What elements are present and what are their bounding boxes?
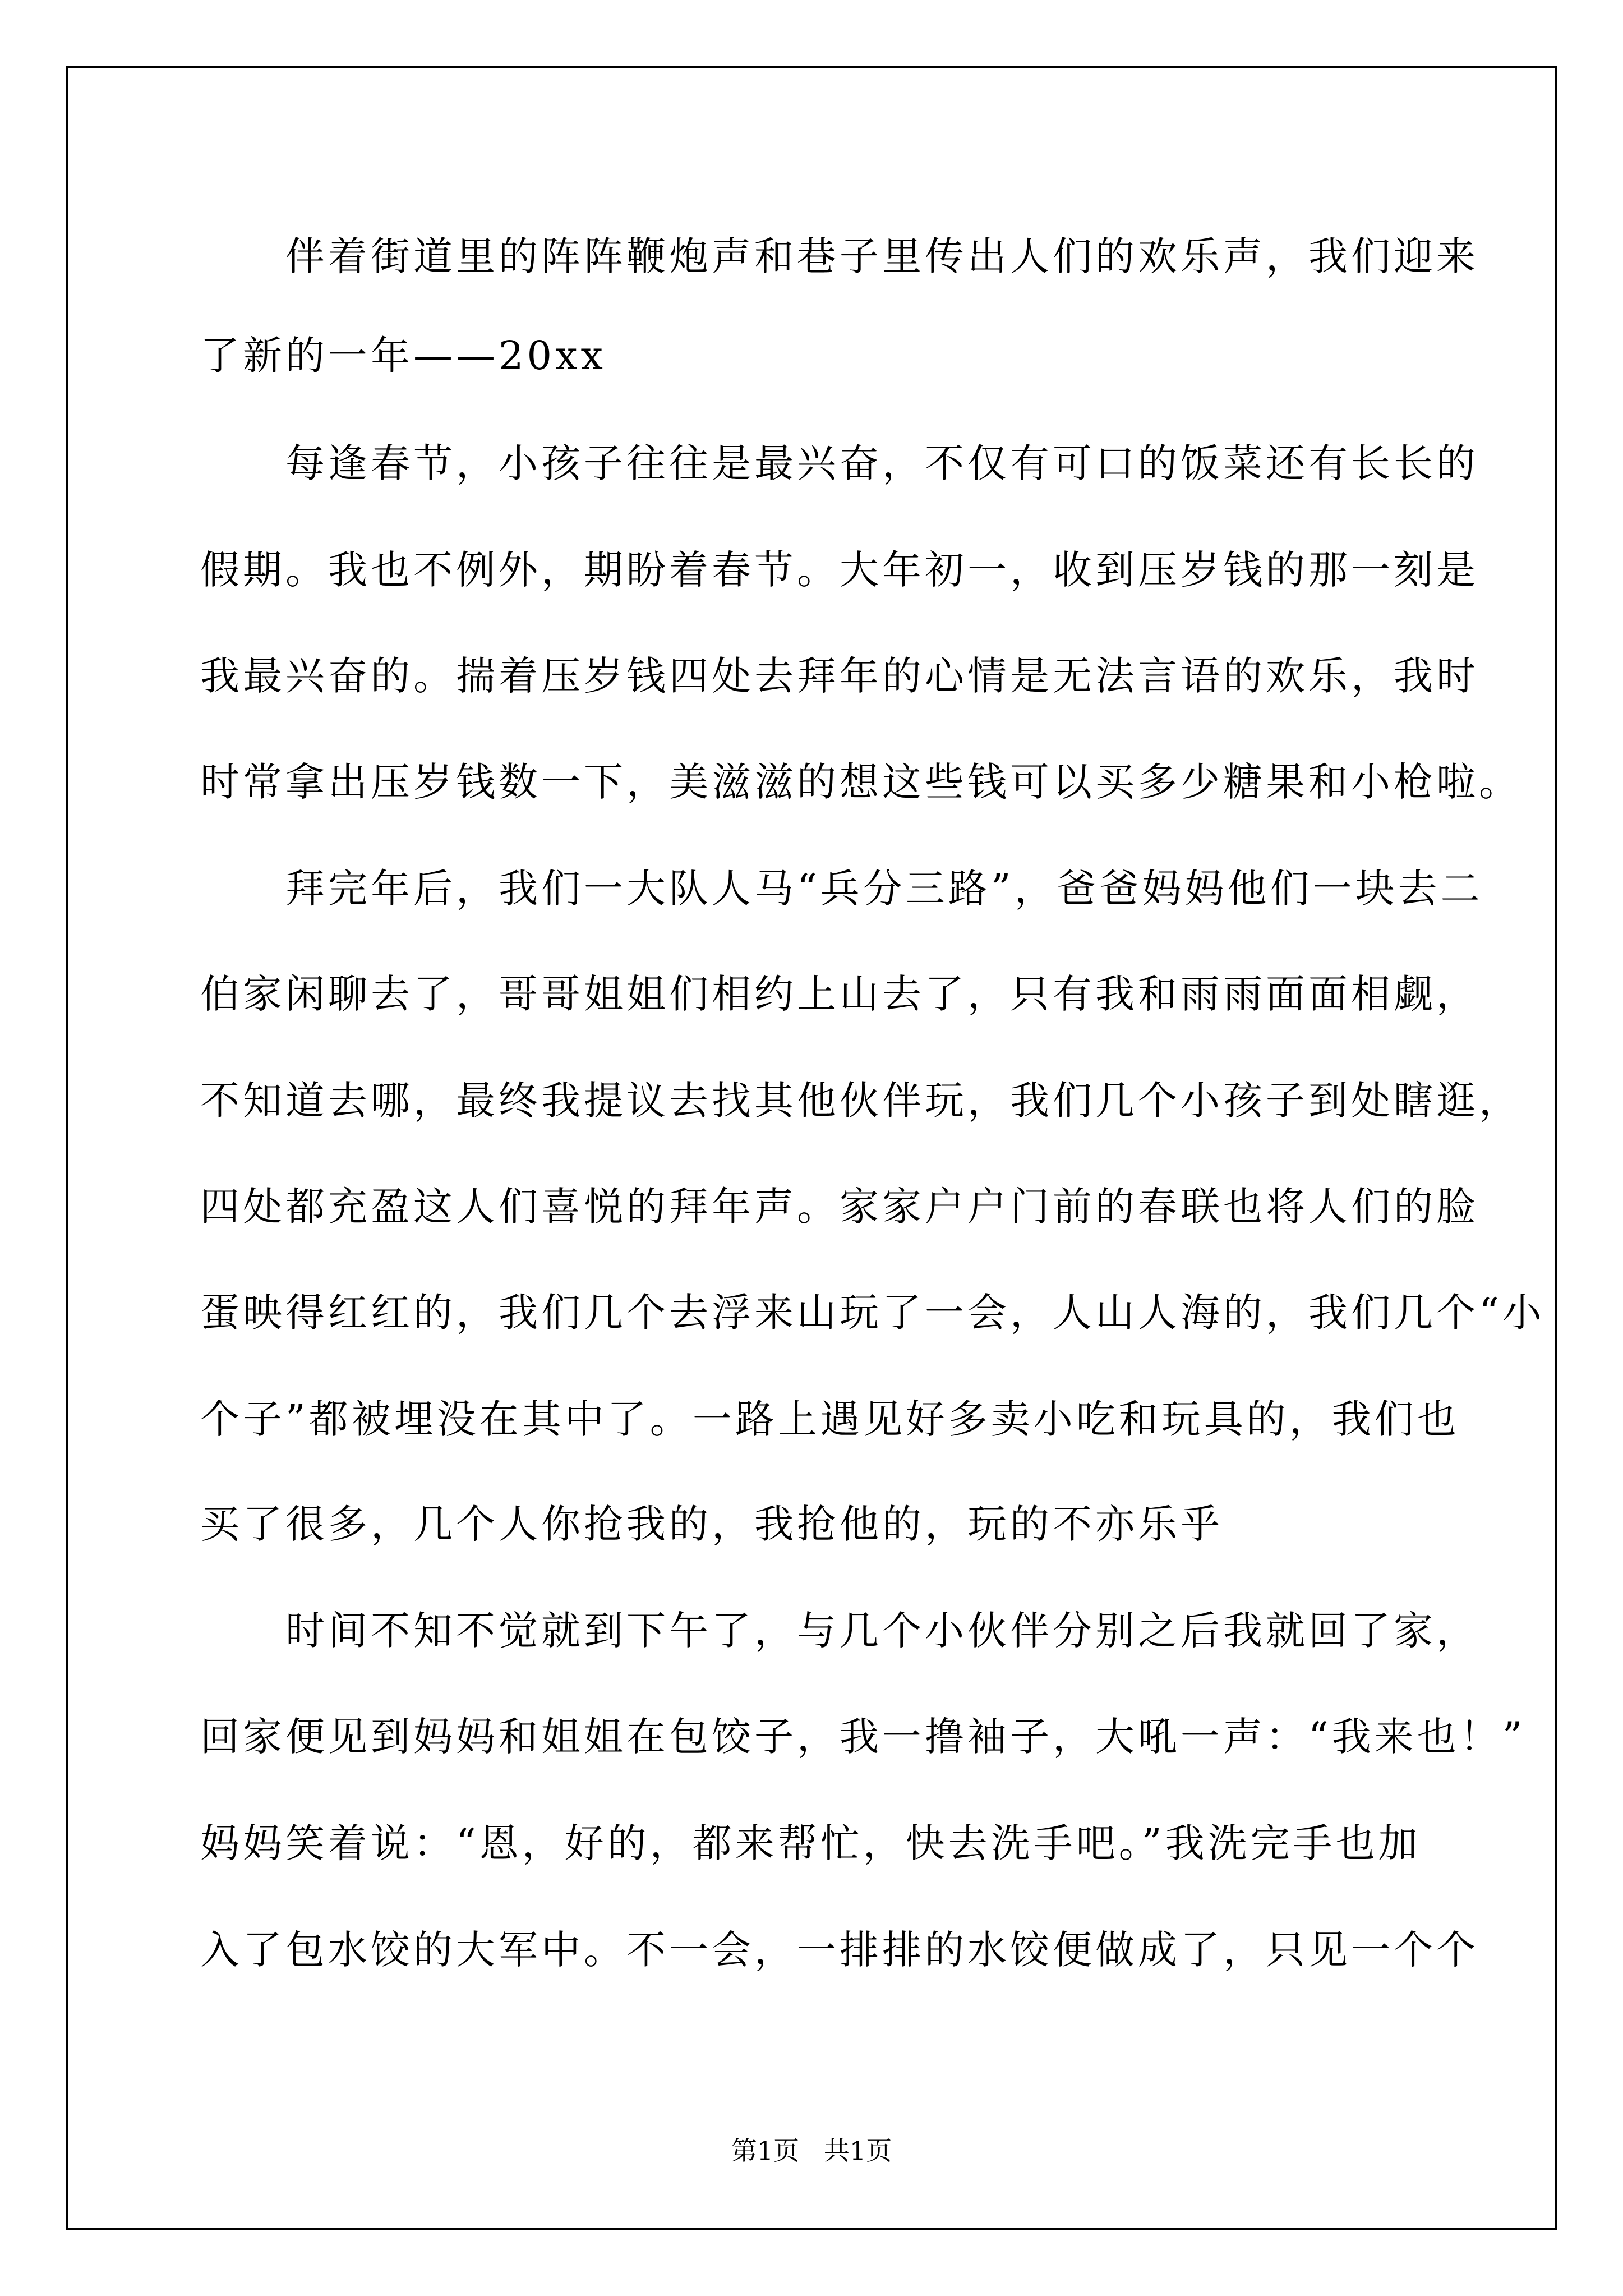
text-line: 了新的一年——20xx <box>200 333 607 379</box>
text-line: 每逢春节，小孩子往往是最兴奋，不仅有可口的饭菜还有长长的 <box>200 440 1479 486</box>
text-line: 伴着街道里的阵阵鞭炮声和巷子里传出人们的欢乐声，我们迎来 <box>200 233 1479 279</box>
text-line: 妈妈笑着说：“恩，好的，都来帮忙，快去洗手吧。”我洗完手也加 <box>200 1820 1421 1866</box>
text-line: 伯家闲聊去了，哥哥姐姐们相约上山去了，只有我和雨雨面面相觑， <box>200 971 1479 1017</box>
page-footer: 第1页 共1页 <box>731 2136 892 2166</box>
text-line: 拜完年后，我们一大队人马“兵分三路”，爸爸妈妈他们一块去二 <box>200 866 1483 912</box>
text-line: 时常拿出压岁钱数一下，美滋滋的想这些钱可以买多少糖果和小枪啦。 <box>200 759 1521 805</box>
text-line: 个子”都被埋没在其中了。一路上遇见好多卖小吃和玩具的，我们也 <box>200 1396 1460 1442</box>
text-line: 假期。我也不例外，期盼着春节。大年初一，收到压岁钱的那一刻是 <box>200 547 1479 593</box>
text-line: 回家便见到妈妈和姐姐在包饺子，我一撸袖子，大吼一声：“我来也！” <box>200 1714 1526 1760</box>
text-line: 蛋映得红红的，我们几个去浮来山玩了一会，人山人海的，我们几个“小 <box>200 1290 1545 1336</box>
text-line: 入了包水饺的大军中。不一会，一排排的水饺便做成了，只见一个个 <box>200 1927 1479 1973</box>
text-line: 不知道去哪，最终我提议去找其他伙伴玩，我们几个小孩子到处瞎逛， <box>200 1078 1521 1124</box>
page-border <box>66 66 1557 2230</box>
text-line: 我最兴奋的。揣着压岁钱四处去拜年的心情是无法言语的欢乐，我时 <box>200 653 1479 699</box>
text-line: 时间不知不觉就到下午了，与几个小伙伴分别之后我就回了家， <box>200 1608 1479 1654</box>
text-line: 四处都充盈这人们喜悦的拜年声。家家户户门前的春联也将人们的脸 <box>200 1184 1479 1230</box>
text-line: 买了很多，几个人你抢我的，我抢他的，玩的不亦乐乎 <box>200 1501 1223 1547</box>
